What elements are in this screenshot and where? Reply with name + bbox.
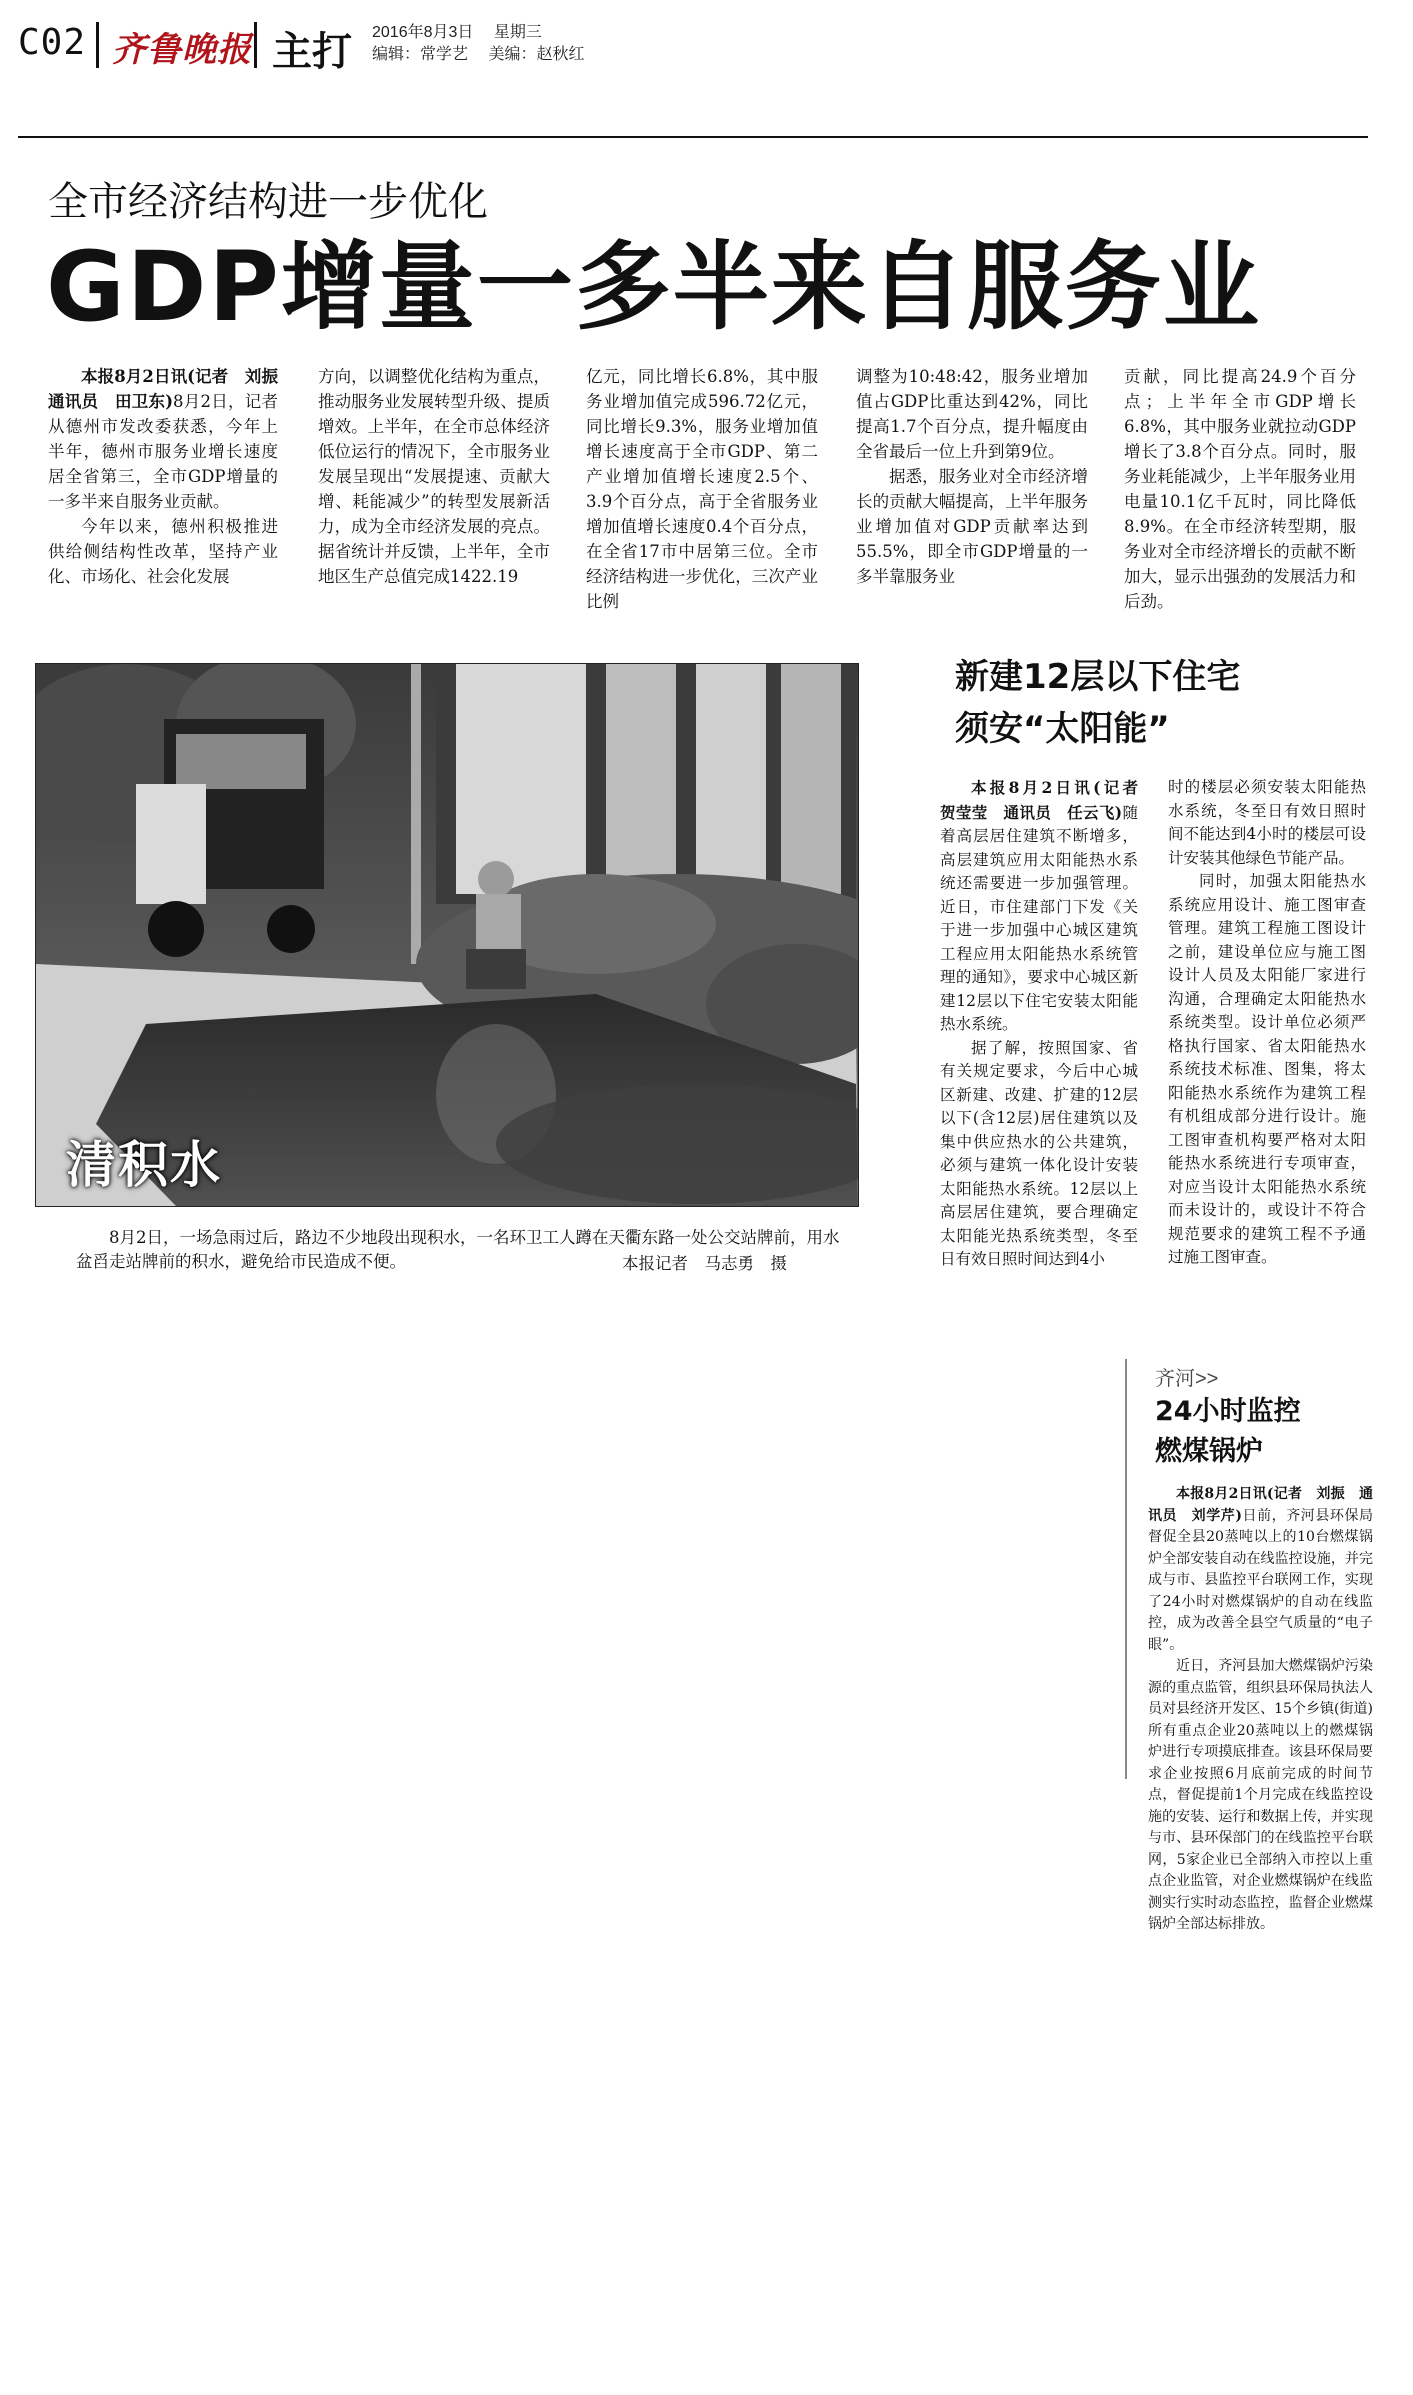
article3-byline: 本报8月2日讯(记者 刘振 通讯员 刘学芹) (1148, 1486, 1373, 1524)
article2-title-line: 须安“太阳能” (955, 709, 1170, 749)
lead-paragraph: 亿元，同比增长6.8%，其中服务业增加值完成596.72亿元，同比增长9.3%，服务业增加值增长速度高于全市GDP、第二产业增加值增长速度2.5个、3.9个百分点，高于全省服务业增加值增长速度0.4个百分点，在全省17市中居第三位。全市经济结构进一步优化，三次产业比例 (586, 367, 818, 611)
lead-column-1 (48, 364, 295, 589)
issue-weekday: 星期三 (493, 24, 542, 41)
lead-column-2 (318, 364, 550, 589)
photo-caption-text: 8月2日，一场急雨过后，路边不少地段出现积水，一名环卫工人蹲在天衢东路一处公交站牌前，用水盆舀走站牌前的积水，避免给市民造成不便。 (76, 1228, 840, 1271)
newspaper-logo: 齐鲁晚报 (112, 30, 252, 70)
lead-paragraph: 方向，以调整优化结构为重点，推动服务业发展转型升级、提质增效。上半年，在全市总体经济低位运行的情况下，全市服务业发展呈现出“发展提速、贡献大增、耗能减少”的转型发展新活力，成为全市经济发展的亮点。据省统计并反馈，上半年，全市地区生产总值完成1422.19 (318, 367, 550, 586)
article3-side-rule (1125, 1359, 1127, 1779)
lead-paragraph: 据悉，服务业对全市经济增长的贡献大幅提高，上半年服务业增加值对GDP贡献率达到55.5%，即全市GDP增量的一多半靠服务业 (856, 467, 1088, 586)
article3-kicker: 齐河>> (1155, 1368, 1219, 1390)
article2-title-line: 新建12层以下住宅 (955, 657, 1241, 697)
page-number: C02 (18, 22, 87, 63)
issue-date: 2016年8月3日 (372, 24, 474, 41)
article2-paragraph: 随着高层居住建筑不断增多，高层建筑应用太阳能热水系统还需要进一步加强管理。近日，市住建部门下发《关于进一步加强中心城区建筑工程应用太阳能热水系统管理的通知》，要求中心城区新建12层以下住宅安装太阳能热水系统。 (940, 803, 1138, 1033)
article3-paragraph: 近日，齐河县加大燃煤锅炉污染源的重点监管，组织县环保局执法人员对县经济开发区、15个乡镇(街道)所有重点企业20蒸吨以上的燃煤锅炉进行专项摸底排查。该县环保局要求企业按照6月底前完成的时间节点，督促提前1个月完成在线监控设施的安装、运行和数据上传，并实现与市、县环保部门的在线监控平台联网，5家企业已全部纳入市控以上重点企业监管，对企业燃煤锅炉在线监测实行实时动态监控，监督企业燃煤锅炉全部达标排放。 (1148, 1658, 1373, 1932)
lead-paragraph: 调整为10:48:42，服务业增加值占GDP比重达到42%，同比提高1.7个百分点，提升幅度由全省最后一位上升到第9位。 (856, 367, 1088, 461)
article2-column-1 (940, 776, 1154, 1272)
article2-column-2 (1168, 776, 1366, 1270)
article3-title-line: 24小时监控 (1155, 1396, 1301, 1427)
article3-column (1148, 1484, 1373, 1936)
photo-credit: 本报记者 马志勇 摄 (622, 1254, 787, 1273)
lead-headline: GDP增量一多半来自服务业 (46, 231, 1261, 343)
lead-paragraph: 8月2日，记者从德州市发改委获悉，今年上半年，德州市服务业增长速度居全省第三，全市GDP增量的一多半来自服务业贡献。 (48, 392, 278, 511)
lead-paragraph: 今年以来，德州积极推进供给侧结构性改革，坚持产业化、市场化、社会化发展 (48, 517, 278, 586)
lead-column-3 (586, 364, 818, 614)
lead-paragraph: 贡献，同比提高24.9个百分点；上半年全市GDP增长6.8%，其中服务业就拉动GDP增长了3.8个百分点。同时，服务业耗能减少，上半年服务业用电量10.1亿千瓦时，同比降低8.9%。在全市经济转型期，服务业对全市经济增长的贡献不断加大，显示出强劲的发展活力和后劲。 (1124, 367, 1356, 611)
designer-credit: 美编：赵秋红 (488, 46, 585, 63)
article2-paragraph: 同时，加强太阳能热水系统应用设计、施工图审查管理。建筑工程施工图设计之前，建设单位应与施工图设计人员及太阳能厂家进行沟通，合理确定太阳能热水系统类型。设计单位必须严格执行国家、省太阳能热水系统技术标准、图集，将太阳能热水系统作为建筑工程有机组成部分进行设计。施工图审查机构要严格对太阳能热水系统进行专项审查，对应当设计太阳能热水系统而未设计的，或设计不符合规范要求的建筑工程不予通过施工图审查。 (1168, 872, 1366, 1266)
header-divider (254, 22, 257, 68)
lead-byline: 本报8月2日讯(记者 刘振 通讯员 田卫东) (48, 367, 295, 411)
lead-column-5 (1124, 364, 1356, 614)
article3-title (1155, 1392, 1301, 1472)
lead-column-4 (856, 364, 1088, 589)
article2-paragraph: 时的楼层必须安装太阳能热水系统，冬至日有效日照时间不能达到4小时的楼层可设计安装其他绿色节能产品。 (1168, 778, 1366, 867)
section-name: 主打 (272, 29, 352, 75)
header-divider (96, 22, 99, 68)
article3-title-line: 燃煤锅炉 (1155, 1436, 1263, 1467)
header-rule (18, 136, 1368, 138)
article2-paragraph: 据了解，按照国家、省有关规定要求，今后中心城区新建、改建、扩建的12层以下(含12层)居住建筑以及集中供应热水的公共建筑，必须与建筑一体化设计安装太阳能热水系统。12层以上高层居住建筑，要合理确定太阳能光热系统类型，冬至日有效日照时间达到4小 (940, 1038, 1138, 1268)
article3-paragraph: 日前，齐河县环保局督促全县20蒸吨以上的10台燃煤锅炉全部安装自动在线监控设施，并完成与市、县监控平台联网工作，实现了24小时对燃煤锅炉的自动在线监控，成为改善全县空气质量的“电子眼”。 (1148, 1507, 1374, 1653)
dateline (372, 22, 600, 66)
article2-byline: 本报8月2日讯(记者 贺莹莹 通讯员 任云飞) (940, 778, 1154, 822)
editor-credit: 编辑：常学艺 (372, 46, 469, 63)
lead-kicker: 全市经济结构进一步优化 (48, 179, 488, 225)
article2-title (955, 651, 1240, 755)
photo-title: 清积水 (66, 1136, 222, 1194)
